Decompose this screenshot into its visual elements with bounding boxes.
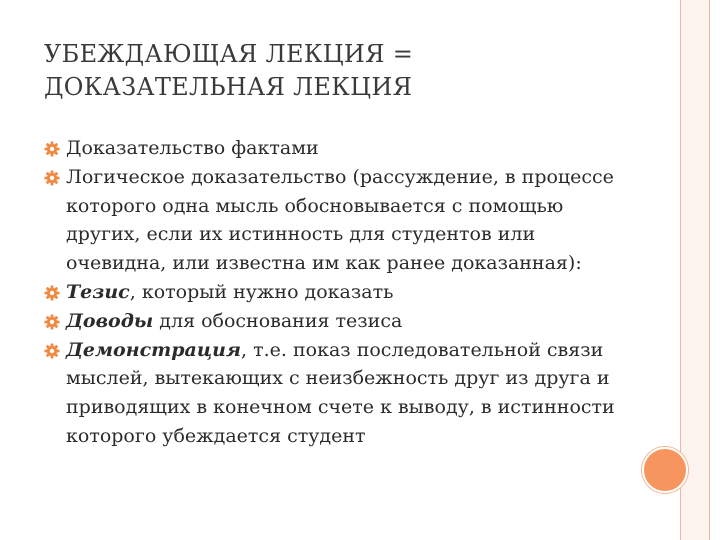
bullet-text: , т.е. показ последовательной связи мыслей, вытекающих с неизбежность друг из друга и приводящих в конечном счете к выводу, в истинности которого убеждается студент	[66, 338, 615, 447]
bullet-key-term: Доводы	[66, 309, 154, 332]
gear-icon	[44, 170, 60, 186]
gear-icon	[44, 141, 60, 157]
bullet-item-logical-proof	[44, 163, 634, 278]
gear-icon	[44, 343, 60, 359]
bullet-item-facts	[44, 134, 634, 163]
bullet-item-demonstration	[44, 336, 634, 451]
gear-icon	[44, 314, 60, 330]
bullet-text: , который нужно доказать	[129, 280, 394, 303]
bullet-key-term: Тезис	[66, 280, 130, 303]
bullet-text: для обоснования тезиса	[153, 309, 403, 332]
bullet-text: Логическое доказательство (рассуждение, в процессе которого одна мысль обосновывается с помощью других, если их истинность для студентов или очевидна, или известна им как ранее доказанная):	[66, 165, 614, 275]
bullet-text: Доказательство фактами	[66, 137, 319, 159]
decorative-orange-circle	[642, 447, 688, 493]
bullet-item-thesis	[44, 278, 634, 307]
gear-icon	[44, 285, 60, 301]
slide-title-line-2: ДОКАЗАТЕЛЬНАЯ ЛЕКЦИЯ	[44, 73, 413, 101]
slide-title	[44, 38, 644, 104]
bullet-list	[44, 134, 634, 451]
slide-title-line-1: УБЕЖДАЮЩАЯ ЛЕКЦИЯ =	[44, 40, 414, 68]
bullet-key-term: Демонстрация	[66, 338, 242, 361]
bullet-item-arguments	[44, 307, 634, 336]
